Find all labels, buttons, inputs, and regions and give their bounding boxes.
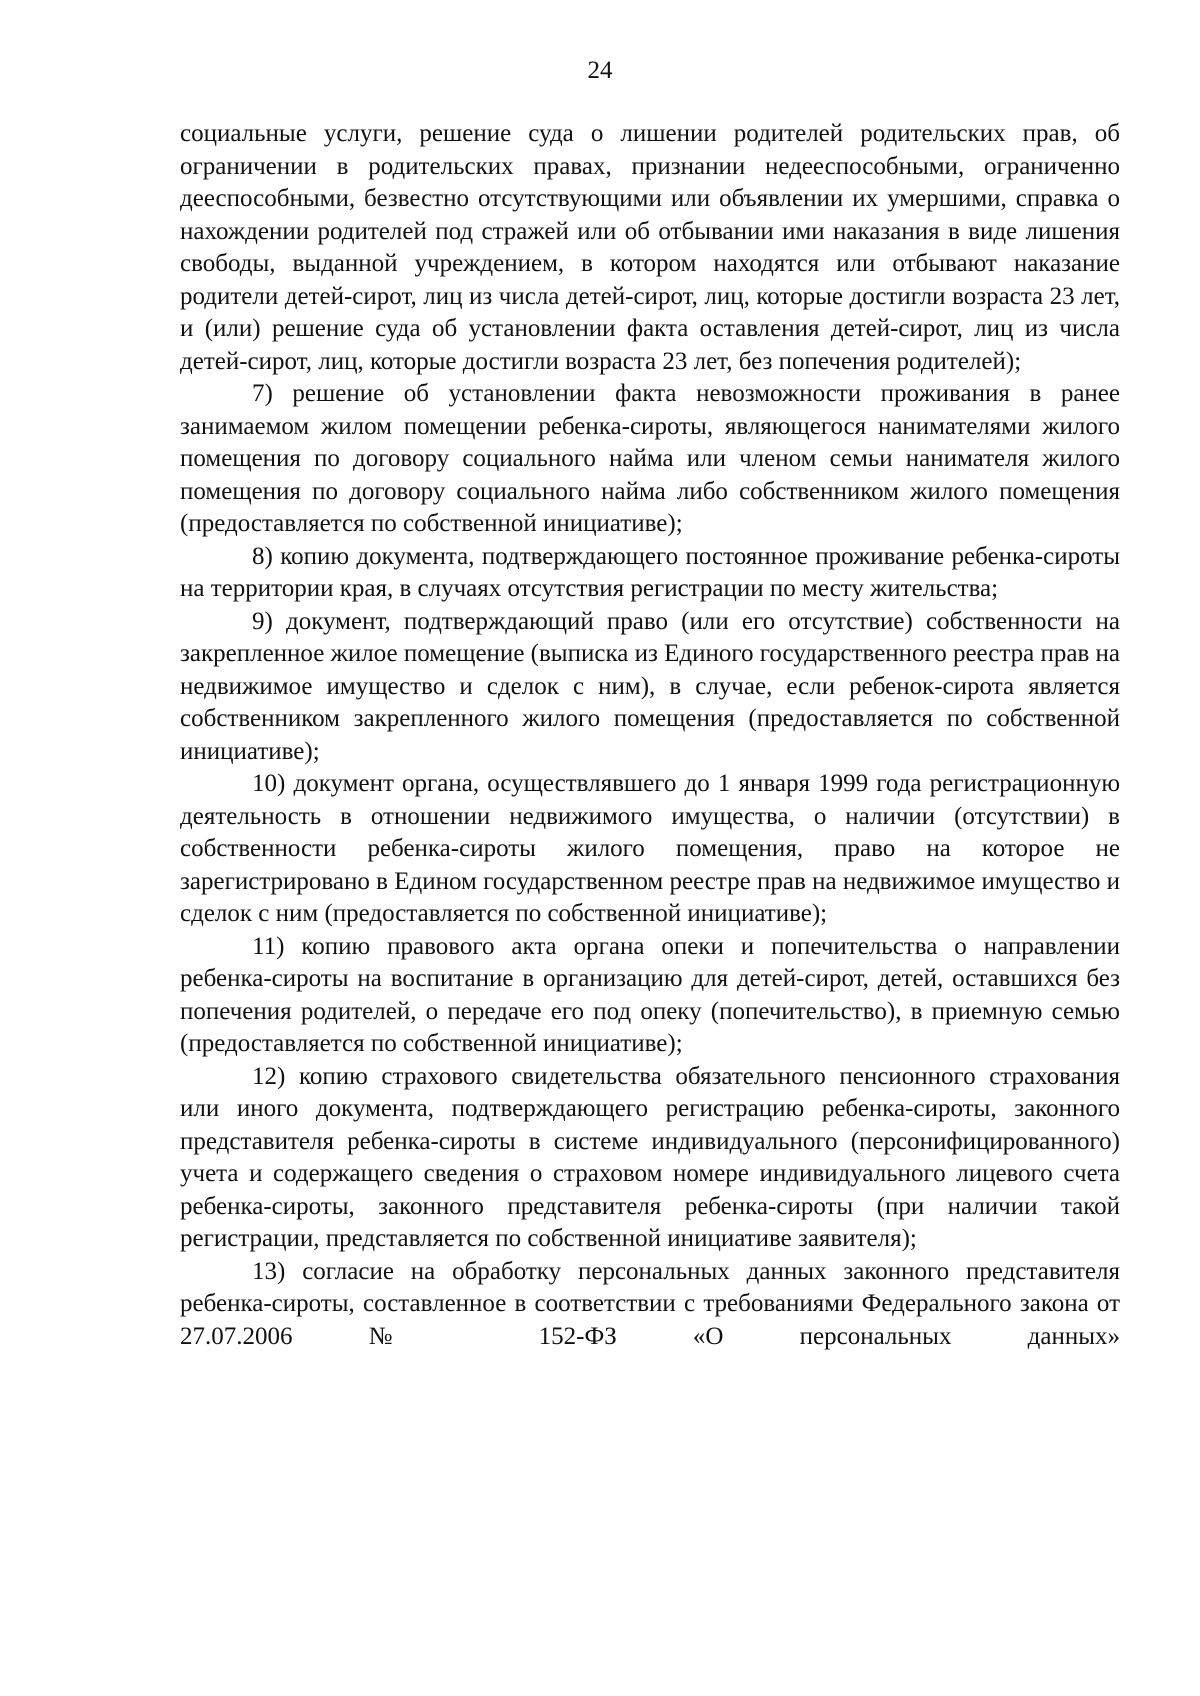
paragraph-item-8: 8) копию документа, подтверждающего постоянное проживание ребенка-сироты на территории края, в случаях отсутствия регистрации по месту жительства;: [180, 542, 1120, 602]
paragraph-item-9: 9) документ, подтверждающий право (или его отсутствие) собственности на закрепленное жилое помещение (выписка из Единого государственного реестра прав на недвижимое имущество и сделок с ним), в случае, если ребенок-сирота является собственником закрепленного жилого помещения (предоставляется по собственной инициативе);: [180, 607, 1120, 765]
page-number: 24: [587, 57, 613, 84]
paragraph-item-11: 11) копию правового акта органа опеки и попечительства о направлении ребенка-сироты на воспитание в организацию для детей-сирот, детей, оставшихся без попечения родителей, о передаче его под опеку (попечительство), в приемную семью (предоставляется по собственной инициативе);: [180, 932, 1120, 1057]
document-body: [180, 118, 1120, 1353]
paragraph-item-12: 12) копию страхового свидетельства обязательного пенсионного страхования или иного документа, подтверждающего регистрацию ребенка-сироты, законного представителя ребенка-сироты в системе индивидуального (персонифицированного) учета и содержащего сведения о страховом номере индивидуального лицевого счета ребенка-сироты, законного представителя ребенка-сироты (при наличии такой регистрации, представляется по собственной инициативе заявителя);: [180, 1062, 1120, 1252]
paragraph-continuation: социальные услуги, решение суда о лишении родителей родительских прав, об ограничении в родительских правах, признании недееспособными, ограниченно дееспособными, безвестно отсутствующими или объявлении их умершими, справка о нахождении родителей под стражей или об отбывании ими наказания в виде лишения свободы, выданной учреждением, в котором находятся или отбывают наказание родители детей-сирот, лиц из числа детей-сирот, лиц, которые достигли возраста 23 лет, и (или) решение суда об установлении факта оставления детей-сирот, лиц из числа детей-сирот, лиц, которые достигли возраста 23 лет, без попечения родителей);: [180, 120, 1120, 375]
paragraph-item-13: 13) согласие на обработку персональных данных законного представителя ребенка-сироты, составленное в соответствии с требованиями Федерального закона от 27.07.2006 № 152-ФЗ «О персональных данных»: [180, 1257, 1120, 1350]
paragraph-item-7: 7) решение об установлении факта невозможности проживания в ранее занимаемом жилом помещении ребенка-сироты, являющегося нанимателями жилого помещения по договору социального найма или членом семьи нанимателя жилого помещения по договору социального найма либо собственником жилого помещения (предоставляется по собственной инициативе);: [180, 380, 1120, 537]
paragraph-item-10: 10) документ органа, осуществлявшего до 1 января 1999 года регистрационную деятельность в отношении недвижимого имущества, о наличии (отсутствии) в собственности ребенка-сироты жилого помещения, право на которое не зарегистрировано в Едином государственном реестре прав на недвижимое имущество и сделок с ним (предоставляется по собственной инициативе);: [180, 770, 1120, 927]
